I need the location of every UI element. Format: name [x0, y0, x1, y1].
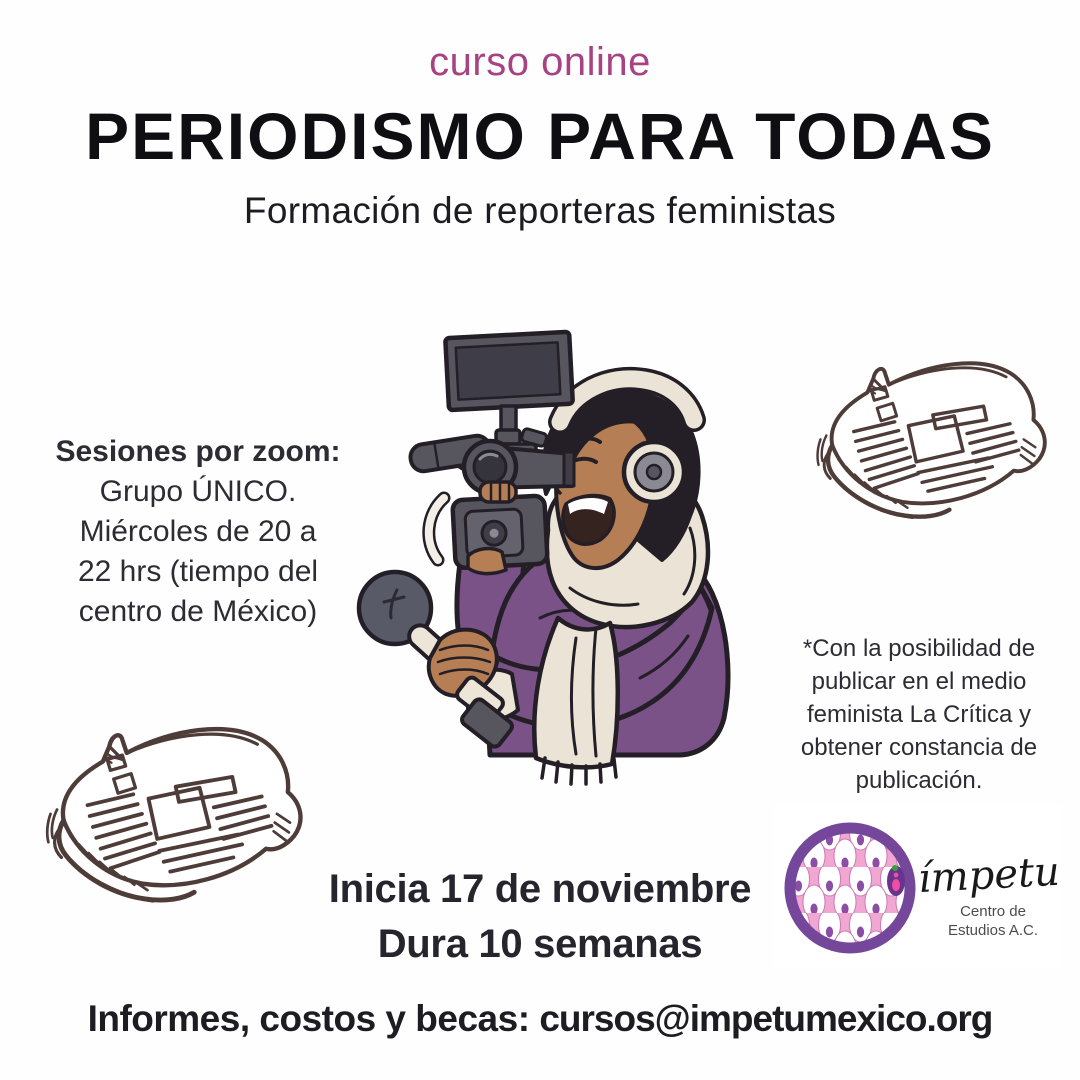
schedule-line: centro de México)	[78, 595, 318, 628]
note-line: obtener constancia de	[800, 734, 1038, 761]
note-line: *Con la posibilidad de	[802, 635, 1036, 662]
reporter-illustration	[340, 318, 760, 788]
note-line: publicar en el medio	[811, 668, 1027, 695]
poster-title: PERIODISMO PARA TODAS	[85, 99, 995, 173]
poster-subtitle: Formación de reporteras feministas	[243, 190, 837, 231]
newspaper-illustration-top-right	[793, 330, 1057, 540]
schedule-line: Grupo ÚNICO.	[99, 475, 297, 508]
note-line: feminista La Crítica y	[806, 701, 1032, 728]
schedule-heading: Sesiones por zoom:	[55, 435, 341, 468]
start-date: Inicia 17 de noviembre	[328, 867, 752, 911]
impetu-logo	[775, 803, 1063, 969]
duration: Dura 10 semanas	[377, 922, 703, 966]
schedule-line: 22 hrs (tiempo del	[77, 555, 319, 588]
publication-note	[786, 632, 1052, 797]
schedule-block	[26, 432, 370, 632]
contact-line	[0, 998, 1080, 1040]
schedule-line: Miércoles de 20 a	[79, 515, 317, 548]
impetu-logo-mark	[783, 821, 919, 957]
contact-email: cursos@impetumexico.org	[539, 998, 993, 1039]
poster-eyebrow: curso online	[429, 40, 651, 84]
contact-label: Informes, costos y becas:	[87, 998, 530, 1039]
impetu-logo-subtitle: Centro de Estudios A.C.	[947, 903, 1039, 939]
note-line: publicación.	[855, 767, 983, 794]
impetu-logo-name: ímpetu	[916, 848, 1061, 903]
